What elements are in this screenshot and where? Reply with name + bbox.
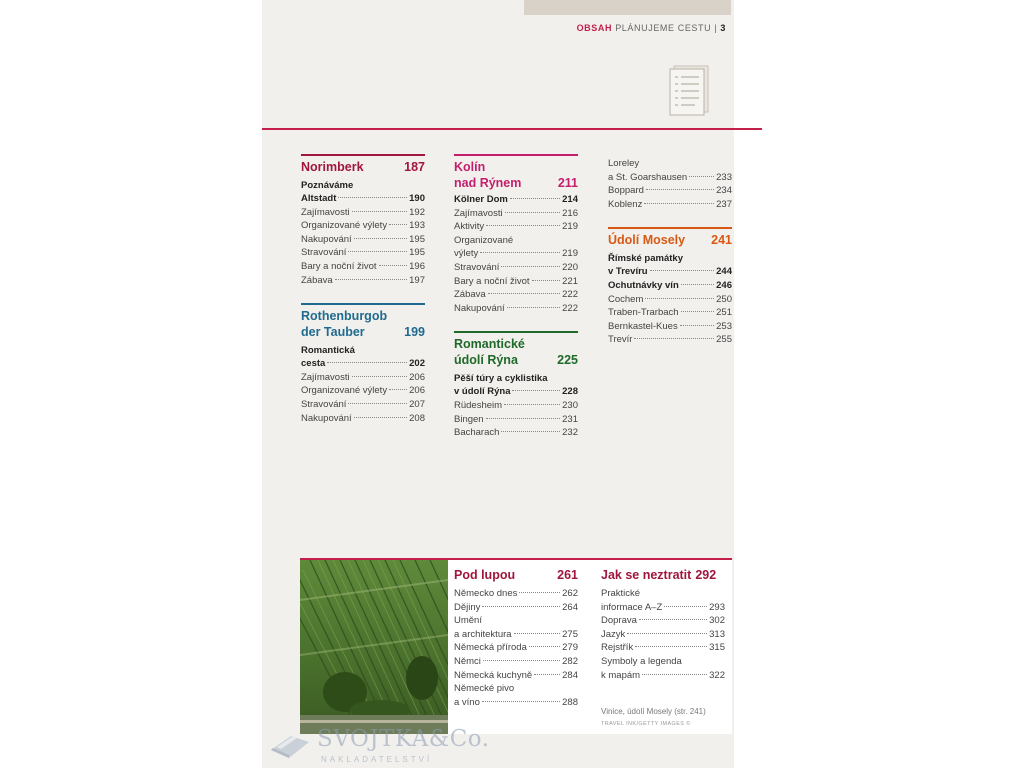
toc-entry[interactable]: Organizované výlety 206 [301, 385, 425, 397]
toc-entry[interactable]: Rüdesheim 230 [454, 399, 578, 411]
toc-column-pod-lupou [454, 564, 578, 709]
toc-entry[interactable]: Dějiny 264 [454, 601, 578, 613]
toc-entry[interactable]: Nakupování 208 [301, 412, 425, 424]
toc-entry[interactable]: k mapám 322 [601, 669, 725, 681]
toc-entry[interactable]: výlety 219 [454, 248, 578, 260]
section-mosela[interactable]: Údolí Mosely 241 [608, 227, 732, 248]
toc-entry[interactable]: Kölner Dom 214 [454, 194, 578, 205]
toc-entry[interactable]: a víno 288 [454, 696, 578, 708]
photo-credit: TRAVEL INK/GETTY IMAGES © [601, 721, 691, 727]
toc-entry[interactable]: a architektura 275 [454, 628, 578, 640]
toc-column-2 [454, 154, 578, 440]
toc-entry[interactable]: a St. Goarshausen 233 [608, 171, 732, 183]
toc-entry[interactable]: Koblenz 237 [608, 198, 732, 210]
toc-column-1 [301, 154, 425, 425]
section-jak-se-neztratit[interactable]: Jak se neztratit 292 [601, 568, 717, 582]
toc-entry[interactable]: Nakupování 222 [454, 302, 578, 314]
header-section: OBSAH [576, 23, 613, 33]
section-norimberk[interactable]: Norimberk 187 [301, 154, 425, 175]
header-title: PLÁNUJEME CESTU [615, 23, 712, 33]
toc-entry-line: Německé pivo [454, 683, 515, 695]
section-ryn[interactable]: Romantické údolí Rýna 225 [454, 331, 578, 368]
toc-entry[interactable]: Stravování 207 [301, 398, 425, 410]
section-kolin[interactable]: Kolín nad Rýnem 211 [454, 154, 578, 191]
toc-entry[interactable]: Němci 282 [454, 655, 578, 667]
toc-entry[interactable]: Bernkastel-Kues 253 [608, 320, 732, 332]
toc-entry[interactable]: Německá příroda 279 [454, 642, 578, 654]
toc-entry[interactable]: Cochem 250 [608, 293, 732, 305]
toc-column-3 [608, 157, 732, 347]
section-rothenburg[interactable]: Rothenburgob der Tauber 199 [301, 303, 425, 340]
toc-entry[interactable]: Traben-Trarbach 251 [608, 307, 732, 319]
toc-entry[interactable]: Ochutnávky vín 246 [608, 279, 732, 291]
toc-entry[interactable]: Aktivity 219 [454, 221, 578, 233]
toc-entry[interactable]: Zábava 222 [454, 289, 578, 301]
running-header: OBSAH PLÁNUJEME CESTU | 3 [576, 23, 726, 33]
watermark-name: SVOJTKA&Co. [317, 726, 490, 752]
toc-entry[interactable]: Trevír 255 [608, 334, 732, 346]
toc-entry[interactable]: Německo dnes 262 [454, 588, 578, 599]
subsection-title: Římské památky [608, 253, 683, 265]
toc-entry[interactable]: cesta 202 [301, 358, 425, 370]
toc-entry[interactable]: Bacharach 232 [454, 427, 578, 439]
toc-entry[interactable]: Jazyk 313 [601, 628, 725, 640]
section-pod-lupou[interactable]: Pod lupou 261 [454, 568, 578, 582]
document-list-icon [666, 64, 712, 121]
book-logo-icon [267, 728, 313, 765]
toc-entry[interactable]: Doprava 302 [601, 615, 725, 627]
toc-entry[interactable]: v Trevíru 244 [608, 266, 732, 278]
toc-entry[interactable]: Zábava 197 [301, 274, 425, 286]
toc-entry[interactable]: Bary a noční život 221 [454, 275, 578, 287]
toc-column-jak [601, 564, 725, 682]
toc-entry[interactable]: Zajímavosti 206 [301, 371, 425, 383]
subsection-title: Romantická [301, 345, 355, 357]
toc-entry[interactable]: v údolí Rýna 228 [454, 386, 578, 398]
toc-entry[interactable]: Stravování 195 [301, 247, 425, 259]
subsection-title: Poznáváme [301, 180, 354, 191]
toc-entry[interactable]: Stravování 220 [454, 261, 578, 273]
top-color-band [524, 0, 731, 15]
toc-entry-line: Praktické [601, 588, 641, 599]
vineyard-photo [300, 560, 448, 734]
header-page-number: 3 [720, 23, 726, 33]
photo-caption: Vinice, údolí Mosely (str. 241) [601, 707, 706, 716]
toc-entry[interactable]: Německá kuchyně 284 [454, 669, 578, 681]
toc-entry[interactable]: Rejstřík 315 [601, 642, 725, 654]
toc-entry[interactable]: Zajímavosti 216 [454, 207, 578, 219]
toc-entry[interactable]: Organizované výlety 193 [301, 220, 425, 232]
toc-entry[interactable]: Boppard 234 [608, 185, 732, 197]
toc-entry[interactable]: Altstadt 190 [301, 193, 425, 204]
toc-entry-line: Loreley [608, 158, 640, 169]
subsection-title: Pěší túry a cyklistika [454, 373, 548, 385]
toc-entry-line: Umění [454, 615, 482, 627]
toc-entry-line: Organizované [454, 234, 514, 246]
toc-entry[interactable]: Zajímavosti 192 [301, 206, 425, 218]
toc-entry[interactable]: Nakupování 195 [301, 233, 425, 245]
toc-entry[interactable]: Bary a noční život 196 [301, 260, 425, 272]
top-divider [262, 128, 762, 130]
toc-entry[interactable]: Bingen 231 [454, 413, 578, 425]
publisher-watermark [267, 724, 490, 768]
watermark-subtitle: NAKLADATELSTVÍ [321, 755, 433, 764]
toc-entry-line: Symboly a legenda [601, 655, 682, 667]
toc-entry[interactable]: informace A–Z 293 [601, 601, 725, 613]
